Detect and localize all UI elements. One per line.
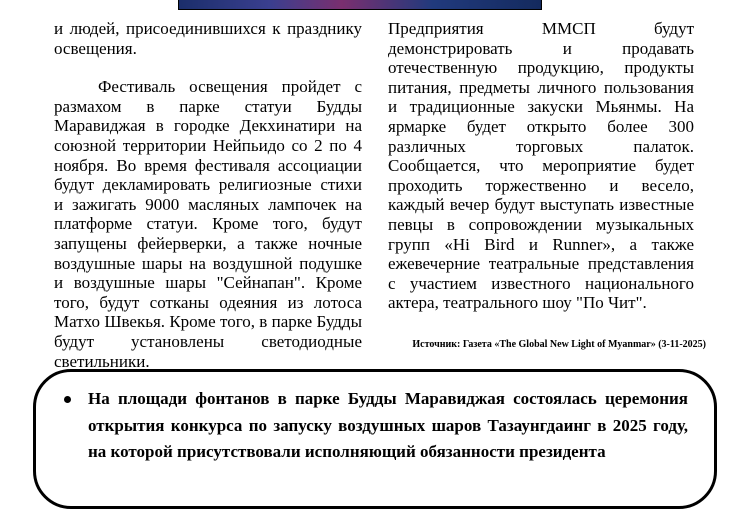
highlight-text: На площади фонтанов в парке Будды Маравиджая состоялась церемония открытия конкурса по запуску воздушных шаров Тазаунгдаинг в 2025 году, на которой присутствовали исполняющий обязанности президента [88,389,688,461]
bullet-icon [64,396,71,403]
top-photo [178,0,542,10]
source-caption: Источник: Газета «The Global New Light of Myanmar» (3-11-2025) [412,339,706,350]
right-paragraph: Предприятия ММСП будут демонстрировать и продавать отечественную продукцию, продукты питания, предметы личного пользования и традиционные закуски Мьянмы. На ярмарке будет открыто более 300 различных торговых палаток. Сообщается, что мероприятие будет проходить торжественно и весело, каждый вечер будут выступать известные певцы в сопровождении музыкальных групп «Hi Bird и Runner», а также ежевечерние театральные представления с участием известного национального актера, театрального шоу "По Чит". [388,19,694,313]
highlight-list-item [88,386,688,466]
highlight-box [33,369,717,509]
left-paragraph: Фестиваль освещения пройдет с размахом в парке статуи Будды Маравиджая в городке Декхинатири на союзной территории Нейпьидо со 2 по 4 ноября. Во время фестиваля ассоциации будут декламировать религиозные стихи и зажигать 9000 масляных лампочек на платформе статуи. Кроме того, будут запущены фейерверки, а также ночные воздушные шары на воздушной подушке и воздушные шары "Сейнапан". Кроме того, будут сотканы одеяния из лотоса Матхо Швекья. Кроме того, в парке Будды будут установлены светодиодные светильники. [54,77,362,371]
left-continuation-text: и людей, присоединившихся к празднику освещения. [54,19,362,58]
left-column [54,19,362,371]
right-column [388,19,694,313]
